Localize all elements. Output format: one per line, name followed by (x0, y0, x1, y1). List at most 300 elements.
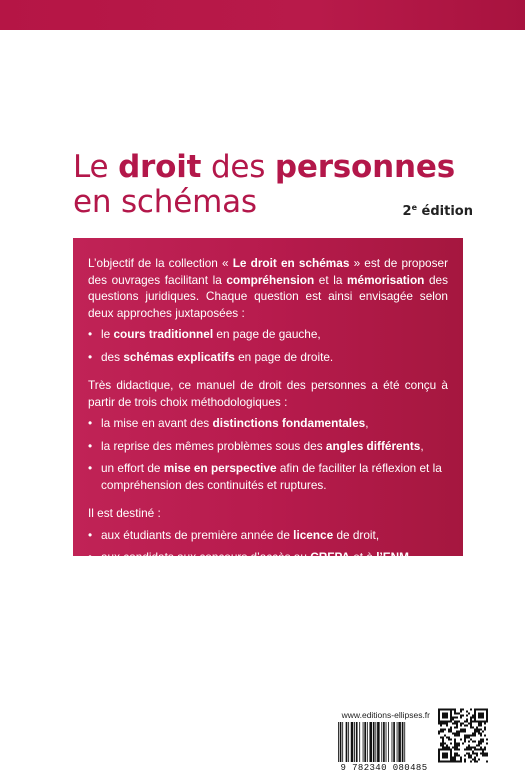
qr-module (464, 725, 466, 727)
qr-module (460, 717, 462, 719)
qr-module (454, 721, 456, 723)
text-run: aux candidats aux concours d’accès au (101, 550, 311, 564)
qr-module (478, 741, 480, 743)
qr-module (454, 755, 456, 757)
qr-module (442, 747, 444, 749)
qr-module (438, 731, 440, 733)
qr-module (462, 729, 464, 731)
list-item (88, 438, 448, 455)
qr-module (464, 741, 466, 743)
qr-module (462, 709, 464, 711)
qr-module (472, 733, 474, 735)
qr-module (462, 715, 464, 717)
qr-module (452, 709, 454, 711)
qr-module (456, 725, 458, 727)
list-item (88, 326, 448, 343)
barcode-bar (392, 722, 393, 762)
qr-module (448, 737, 450, 739)
text-run: le (101, 327, 114, 341)
qr-module (446, 745, 448, 747)
qr-module (454, 723, 456, 725)
text-bold: angles différents (325, 438, 421, 453)
qr-module (466, 753, 468, 755)
qr-module (458, 745, 460, 747)
qr-module (482, 749, 484, 751)
qr-module (444, 747, 446, 749)
qr-module (458, 755, 460, 757)
list-item (88, 549, 448, 566)
qr-module (476, 761, 478, 763)
qr-module (456, 749, 458, 751)
isbn-digits: 9 782340 080485 (340, 763, 428, 773)
qr-module (480, 733, 482, 735)
text-run: un effort de (101, 461, 164, 475)
qr-module (464, 761, 466, 763)
qr-module (440, 729, 442, 731)
method-paragraph: Très didactique, ce manuel de droit des personnes a été conçu à partir de trois choix méthodologiques : (88, 378, 448, 409)
edition-word: édition (417, 204, 473, 219)
text-bold: cours traditionnel (113, 327, 214, 341)
qr-module (464, 739, 466, 741)
qr-module (460, 729, 462, 731)
qr-module (454, 739, 456, 741)
qr-module (478, 749, 480, 751)
barcode-bar (388, 722, 389, 762)
qr-module (454, 745, 456, 747)
barcode-bar (383, 722, 385, 762)
qr-module (456, 747, 458, 749)
text-run: » est de proposer des ouvrages facilitant la (88, 256, 449, 287)
text-bold: schémas explicatifs (123, 349, 235, 364)
qr-module (468, 755, 470, 757)
qr-module (464, 729, 466, 731)
qr-module (470, 727, 472, 729)
qr-module (460, 711, 462, 713)
text-run: des (101, 349, 124, 364)
text-run: afin de faciliter la réflexion et la compréhension des continuités et ruptures. (101, 461, 442, 492)
qr-module (446, 725, 448, 727)
qr-module (478, 733, 480, 735)
barcode-bar (351, 722, 354, 762)
list-item (88, 527, 448, 544)
qr-module (452, 717, 454, 719)
qr-module (474, 757, 476, 759)
publisher-website[interactable]: www.editions-ellipses.fr (341, 710, 430, 720)
qr-module (470, 739, 472, 741)
text-run: en page de gauche, (213, 327, 321, 341)
qr-module (486, 743, 488, 745)
qr-module (464, 759, 466, 761)
barcode-bar (381, 722, 382, 762)
qr-module (466, 725, 468, 727)
qr-module (448, 739, 450, 741)
qr-module (484, 753, 486, 755)
qr-module (454, 733, 456, 735)
qr-module (480, 729, 482, 731)
list-item (88, 460, 448, 493)
audience-list (88, 527, 448, 566)
barcode-bar (348, 722, 349, 762)
qr-module (446, 747, 448, 749)
qr-module (458, 735, 460, 737)
qr-module (474, 747, 476, 749)
qr-module (446, 737, 448, 739)
qr-module (480, 753, 482, 755)
qr-module (442, 729, 444, 731)
intro-paragraph (88, 255, 448, 321)
text-run: de droit, (333, 527, 380, 542)
qr-module (454, 757, 456, 759)
qr-module (470, 735, 472, 737)
qr-module (458, 733, 460, 735)
qr-module (468, 749, 470, 751)
list-item (88, 349, 448, 366)
qr-module (476, 753, 478, 755)
qr-module (458, 761, 460, 763)
text-bold: mémorisation (347, 272, 425, 287)
qr-module (468, 757, 470, 759)
qr-module (472, 717, 474, 719)
qr-module (484, 735, 486, 737)
qr-module (456, 727, 458, 729)
qr-module (460, 723, 462, 725)
barcode-bar (398, 722, 401, 762)
qr-module (468, 737, 470, 739)
qr-module (454, 713, 456, 715)
qr-module (474, 761, 476, 763)
edition-number: 2 (402, 204, 412, 219)
qr-module (446, 723, 448, 725)
qr-module (480, 743, 482, 745)
qr-module (472, 721, 474, 723)
qr-module (466, 719, 468, 721)
text-run: . (408, 550, 413, 564)
qr-module (454, 727, 456, 729)
qr-module (450, 743, 452, 745)
qr-module (442, 745, 444, 747)
qr-module (472, 735, 474, 737)
text-bold: l’ENM (376, 550, 409, 564)
qr-module (442, 731, 444, 733)
barcode-bar (397, 722, 398, 762)
book-title-line-1 (73, 150, 473, 185)
qr-module (452, 719, 454, 721)
qr-module (444, 723, 446, 725)
description-panel (73, 238, 463, 564)
qr-module (440, 737, 442, 739)
qr-module (454, 735, 456, 737)
qr-module (478, 713, 484, 719)
qr-module (478, 759, 480, 761)
qr-module (470, 725, 472, 727)
text-bold: Le droit en schémas (232, 256, 350, 270)
text-run: , (365, 416, 369, 430)
qr-module (474, 733, 476, 735)
qr-module (438, 723, 440, 725)
qr-module (452, 723, 454, 725)
qr-module (470, 723, 472, 725)
qr-module (456, 713, 458, 715)
qr-module (484, 723, 486, 725)
qr-module (454, 753, 456, 755)
qr-module (474, 731, 476, 733)
qr-module (486, 739, 488, 741)
qr-module (460, 709, 462, 711)
qr-module (468, 713, 470, 715)
qr-module (442, 723, 444, 725)
qr-module (472, 715, 474, 717)
qr-module (478, 745, 480, 747)
barcode-bar (354, 722, 355, 762)
qr-module (480, 747, 482, 749)
qr-module (476, 749, 478, 751)
qr-module (486, 753, 488, 755)
qr-module (460, 739, 462, 741)
title-block (73, 150, 473, 220)
barcode-bar (402, 722, 404, 762)
barcode-bar (369, 722, 372, 762)
qr-module (456, 723, 458, 725)
qr-module (472, 759, 474, 761)
qr-module (478, 723, 480, 725)
qr-module (456, 743, 458, 745)
qr-module (476, 727, 478, 729)
qr-module (486, 761, 488, 763)
qr-module (466, 721, 468, 723)
qr-module (474, 735, 476, 737)
qr-module (440, 743, 442, 745)
text-run: la mise en avant des (101, 416, 213, 430)
qr-module (440, 725, 442, 727)
text-bold: compréhension (226, 272, 315, 287)
book-title-line-2: en schémas (73, 184, 257, 220)
qr-module (482, 753, 484, 755)
qr-module (440, 745, 442, 747)
qr-module (466, 737, 468, 739)
barcode-bar (364, 722, 366, 762)
list-item (88, 415, 448, 432)
qr-module (440, 731, 442, 733)
qr-module (482, 739, 484, 741)
approaches-list (88, 326, 448, 365)
qr-module (454, 741, 456, 743)
qr-module (456, 735, 458, 737)
barcode-bar (367, 722, 368, 762)
barcode-bar (338, 722, 339, 762)
qr-module (460, 759, 462, 761)
qr-module (460, 715, 462, 717)
qr-module (460, 761, 462, 763)
qr-module (470, 749, 472, 751)
barcode-bar (404, 722, 405, 762)
qr-module (480, 739, 482, 741)
qr-module (472, 751, 474, 753)
qr-graphic (438, 708, 488, 763)
qr-module (476, 729, 478, 731)
text-bold: licence (293, 527, 334, 542)
qr-module (474, 753, 476, 755)
qr-module (476, 731, 478, 733)
barcode-bar (346, 722, 348, 762)
qr-module (486, 755, 488, 757)
qr-module (456, 761, 458, 763)
barcode-bar (363, 722, 364, 762)
qr-module (460, 731, 462, 733)
qr-module (440, 723, 442, 725)
qr-module (484, 749, 486, 751)
qr-module (442, 713, 448, 719)
qr-module (480, 723, 482, 725)
text-bold: distinctions fondamentales (212, 416, 366, 430)
title-word: des (201, 149, 275, 185)
qr-module (454, 747, 456, 749)
barcode-graphic (336, 722, 432, 762)
title-word-bold: droit (118, 149, 202, 185)
qr-module (478, 729, 480, 731)
qr-module (472, 747, 474, 749)
qr-module (458, 731, 460, 733)
qr-module (472, 753, 474, 755)
qr-module (482, 731, 484, 733)
qr-module (474, 759, 476, 761)
qr-module (460, 757, 462, 759)
qr-module (472, 741, 474, 743)
qr-module (468, 741, 470, 743)
qr-module (480, 725, 482, 727)
qr-module (468, 735, 470, 737)
text-run: L’objectif de la collection « (88, 256, 233, 270)
barcode-bar (393, 722, 395, 762)
qr-module (456, 731, 458, 733)
title-word-bold: personnes (274, 149, 455, 185)
qr-module (482, 741, 484, 743)
barcode-bar (342, 722, 343, 762)
qr-module (452, 757, 454, 759)
qr-module (470, 755, 472, 757)
text-run: des questions juridiques. Chaque question est ainsi envisagée selon deux approches juxtaposées : (88, 272, 448, 320)
qr-module (482, 751, 484, 753)
qr-module (464, 735, 466, 737)
qr-module (462, 731, 464, 733)
text-run: aux étudiants de première année de (101, 527, 294, 542)
barcode-bar (373, 722, 375, 762)
qr-module (468, 753, 470, 755)
qr-module (474, 749, 476, 751)
edition-superscript: e (411, 203, 418, 212)
qr-module (444, 743, 446, 745)
qr-module (454, 709, 456, 711)
barcode-bar (340, 722, 342, 762)
barcode-bar (375, 722, 376, 762)
qr-module (442, 741, 444, 743)
qr-module (452, 761, 454, 763)
qr-module (456, 745, 458, 747)
qr-module (478, 743, 480, 745)
qr-module (466, 749, 468, 751)
qr-module (472, 727, 474, 729)
audience-paragraph: Il est destiné : (88, 506, 161, 520)
qr-module (452, 733, 454, 735)
qr-module (470, 757, 472, 759)
qr-module (442, 739, 444, 741)
barcode-bar (356, 722, 358, 762)
edition-label (403, 204, 473, 219)
qr-module (468, 723, 470, 725)
qr-module (442, 753, 448, 759)
text-bold: mise en perspective (163, 461, 277, 475)
qr-code-icon (438, 708, 488, 763)
qr-module (484, 755, 486, 757)
qr-module (470, 709, 472, 711)
qr-module (458, 713, 460, 715)
methods-list (88, 415, 448, 493)
qr-module (456, 733, 458, 735)
qr-module (468, 745, 470, 747)
barcode-bar (359, 722, 360, 762)
qr-module (452, 747, 454, 749)
qr-module (454, 743, 456, 745)
barcode-bar (377, 722, 380, 762)
qr-module (458, 749, 460, 751)
qr-module (448, 747, 450, 749)
qr-module (484, 729, 486, 731)
qr-module (454, 749, 456, 751)
qr-module (458, 721, 460, 723)
qr-module (456, 755, 458, 757)
qr-module (450, 739, 452, 741)
qr-module (470, 717, 472, 719)
qr-module (466, 735, 468, 737)
title-word: Le (73, 149, 119, 185)
isbn-barcode (336, 722, 432, 762)
qr-module (470, 747, 472, 749)
qr-module (474, 729, 476, 731)
qr-module (448, 731, 450, 733)
qr-module (480, 741, 482, 743)
qr-module (462, 723, 464, 725)
qr-module (438, 733, 440, 735)
qr-module (470, 721, 472, 723)
qr-module (464, 731, 466, 733)
qr-module (466, 747, 468, 749)
qr-module (450, 727, 452, 729)
qr-module (444, 735, 446, 737)
text-run: la reprise des mêmes problèmes sous des (101, 438, 326, 453)
qr-module (474, 741, 476, 743)
text-run: et la (314, 272, 348, 287)
text-run: et à (349, 550, 377, 564)
qr-module (466, 715, 468, 717)
qr-module (454, 761, 456, 763)
qr-module (482, 755, 484, 757)
qr-module (456, 717, 458, 719)
text-bold: CRFPA (310, 550, 350, 564)
qr-module (464, 737, 466, 739)
qr-module (480, 749, 482, 751)
qr-module (454, 711, 456, 713)
qr-module (470, 761, 472, 763)
qr-module (458, 743, 460, 745)
barcode-bar (386, 722, 387, 762)
top-color-band (0, 0, 525, 30)
qr-module (478, 725, 480, 727)
qr-module (456, 721, 458, 723)
qr-module (460, 725, 462, 727)
qr-module (444, 729, 446, 731)
qr-module (464, 749, 466, 751)
qr-module (478, 731, 480, 733)
qr-module (442, 743, 444, 745)
